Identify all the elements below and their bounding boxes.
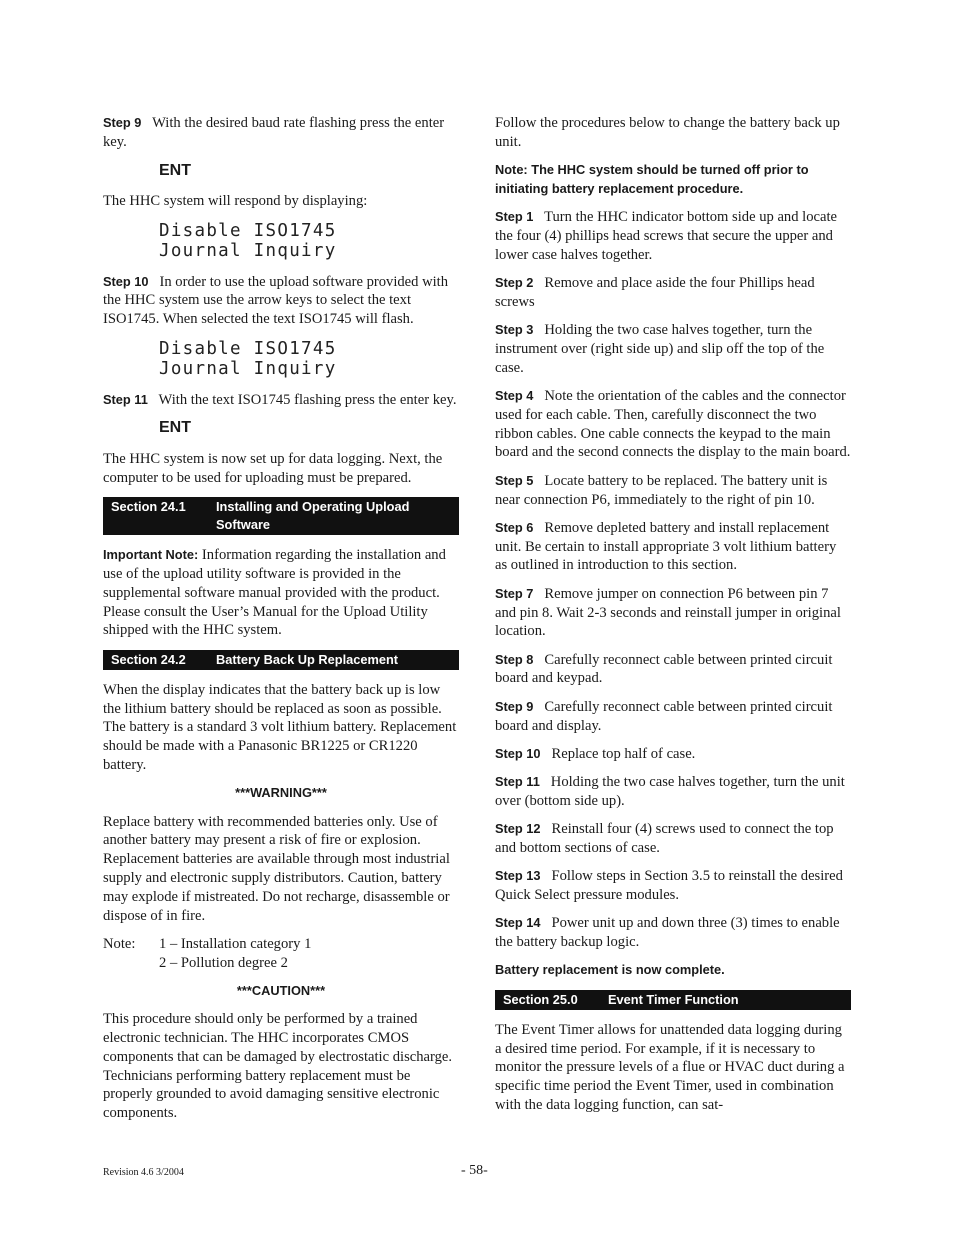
page-number: - 58- [461, 1163, 488, 1178]
step-text: Replace top half of case. [551, 745, 696, 762]
step-text: Carefully reconnect cable between printed circuit board and keypad. [495, 651, 833, 687]
step-text: Follow steps in Section 3.5 to reinstall the desired Quick Select pressure modules. [495, 868, 843, 904]
step-item [495, 321, 851, 377]
complete-text: Battery replacement is now complete. [495, 962, 725, 978]
ent-key: ENT [159, 419, 191, 437]
setup-text: The HHC system is now set up for data logging. Next, the computer to be used for uploading must be prepared. [103, 451, 443, 486]
step-item [495, 472, 851, 510]
respond-text: The HHC system will respond by displaying: [103, 193, 368, 210]
step-label: Step 3 [495, 322, 534, 338]
section-24-2-header [103, 650, 459, 670]
step-text: Turn the HHC indicator bottom side up and locate the four (4) phillips head screws that secure the upper and lower case halves together. [495, 209, 838, 263]
step-item [495, 820, 851, 858]
event-timer-text: The Event Timer allows for unattended data logging during a desired time period. For example, if it is necessary to monitor the pressure levels of a flue or HVAC duct during a specific time period the Event Timer, used in combination with the data logging function, can sat- [495, 1021, 845, 1113]
step-text: Locate battery to be replaced. The battery unit is near connection P6, immediately to the right of pin 10. [495, 472, 828, 508]
section-24-1-header [103, 497, 459, 535]
step-11-paragraph [103, 391, 459, 410]
step-label: Step 10 [103, 273, 149, 289]
step-label: Step 9 [495, 698, 534, 714]
important-label: Important Note: [103, 547, 199, 563]
step-item [495, 745, 851, 764]
note-line: 1 – Installation category 1 [159, 935, 312, 952]
step-label: Step 11 [103, 391, 148, 407]
step-text: Holding the two case halves together, turn the instrument over (right side up) and slip off the top of the case. [495, 322, 825, 376]
step-item [495, 208, 851, 264]
step-label: Step 13 [495, 868, 541, 884]
step-text: Power unit up and down three (3) times to enable the battery backup logic. [495, 915, 840, 951]
step-text: In order to use the upload software provided with the HHC system use the arrow keys to select the text ISO1745. When selected the text ISO1745 will flash. [103, 273, 449, 328]
step-label: Step 1 [495, 209, 534, 225]
section-25-0-header [495, 990, 851, 1010]
step-text: Carefully reconnect cable between printed circuit board and display. [495, 698, 833, 734]
step-item [495, 387, 851, 462]
note-block [103, 935, 459, 973]
step-item [495, 914, 851, 952]
step-9-paragraph [103, 114, 459, 152]
step-text: Remove jumper on connection P6 between pin 7 and pin 8. Wait 2-3 seconds and reinstall jumper in original location. [495, 585, 841, 640]
step-item [495, 519, 851, 575]
warning-heading: ***WARNING*** [235, 785, 327, 801]
step-text: Remove and place aside the four Phillips head screws [495, 275, 815, 310]
warning-text: Replace battery with recommended batteries only. Use of another battery may present a risk of fire or explosion. Replacement batteries are available through most industrial supply and electronic supply distributors. Caution, battery may explode if mistreated. Do not recharge, disassemble or dispose of in fire. [103, 813, 450, 924]
note-items [159, 935, 311, 973]
step-text: With the text ISO1745 flashing press the enter key. [158, 391, 457, 408]
step-label: Step 5 [495, 472, 534, 488]
step-label: Step 2 [495, 275, 534, 291]
lcd-display [159, 339, 459, 379]
step-text: Holding the two case halves together, turn the unit over (bottom side up). [495, 774, 845, 809]
step-item [495, 698, 851, 736]
lcd-line: Journal Inquiry [159, 358, 337, 379]
section-number: Section 25.0 [503, 991, 578, 1007]
left-column [103, 114, 459, 1132]
right-intro: Follow the procedures below to change the battery back up unit. [495, 115, 840, 150]
note-line: 2 – Pollution degree 2 [159, 954, 288, 971]
step-label: Step 4 [495, 388, 534, 404]
caution-heading: ***CAUTION*** [236, 982, 326, 998]
step-label: Step 10 [495, 745, 541, 761]
section-number: Section 24.1 [111, 499, 186, 515]
right-column [495, 114, 851, 1124]
important-note [103, 546, 459, 640]
section-title: Installing and Operating Upload Software [216, 499, 410, 533]
battery-intro: When the display indicates that the battery back up is low the lithium battery should be replaced as soon as possible. The battery is a standard 3 volt lithium battery. Replacement should be made with a Panasonic BR1225 or CR1220 battery. [103, 681, 457, 773]
step-text: Reinstall four (4) screws used to connect the top and bottom sections of case. [495, 821, 834, 856]
lcd-line: Disable ISO1745 [159, 338, 337, 359]
lcd-display [159, 221, 459, 261]
note-bold: Note: The HHC system should be turned off prior to initiating battery replacement procedure. [495, 162, 809, 196]
step-label: Step 12 [495, 821, 541, 837]
step-text: Note the orientation of the cables and the connector used for each cable. Then, carefully disconnect the two ribbon cables. One cable connects the keypad to the main board and the second connects the display to the main board. [495, 388, 851, 461]
section-title: Battery Back Up Replacement [216, 651, 399, 667]
important-text: Information regarding the installation and use of the upload utility software is provided in the supplemental software manual provided with the product. Please consult the User’s Manual for the Upload Utility shipped with the HHC system. [103, 547, 446, 639]
step-label: Step 11 [495, 774, 540, 790]
step-item [495, 651, 851, 689]
section-number: Section 24.2 [111, 651, 186, 667]
caution-text: This procedure should only be performed by a trained electronic technician. The HHC incorporates CMOS components that can be damaged by electrostatic discharge. Technicians performing battery replacement must be properly grounded to avoid damaging sensitive electronic components. [103, 1011, 453, 1122]
section-title: Event Timer Function [608, 991, 739, 1007]
lcd-line: Journal Inquiry [159, 240, 337, 261]
step-label: Step 9 [103, 115, 142, 130]
step-label: Step 7 [495, 585, 534, 601]
steps-list [495, 208, 851, 952]
step-text: Remove depleted battery and install replacement unit. Be certain to install appropriate 3 volt lithium battery as outlined in introduction to this section. [495, 519, 837, 574]
step-item [495, 585, 851, 641]
ent-key: ENT [159, 161, 191, 179]
revision-footer: Revision 4.6 3/2004 [103, 1167, 184, 1178]
step-label: Step 14 [495, 915, 541, 931]
step-item [495, 867, 851, 905]
step-label: Step 8 [495, 651, 534, 667]
lcd-line: Disable ISO1745 [159, 220, 337, 241]
step-10-paragraph [103, 273, 459, 329]
step-text: With the desired baud rate flashing press the enter key. [103, 115, 445, 150]
step-item [495, 274, 851, 312]
step-label: Step 6 [495, 519, 534, 535]
note-label: Note: [103, 935, 136, 952]
step-item [495, 773, 851, 811]
